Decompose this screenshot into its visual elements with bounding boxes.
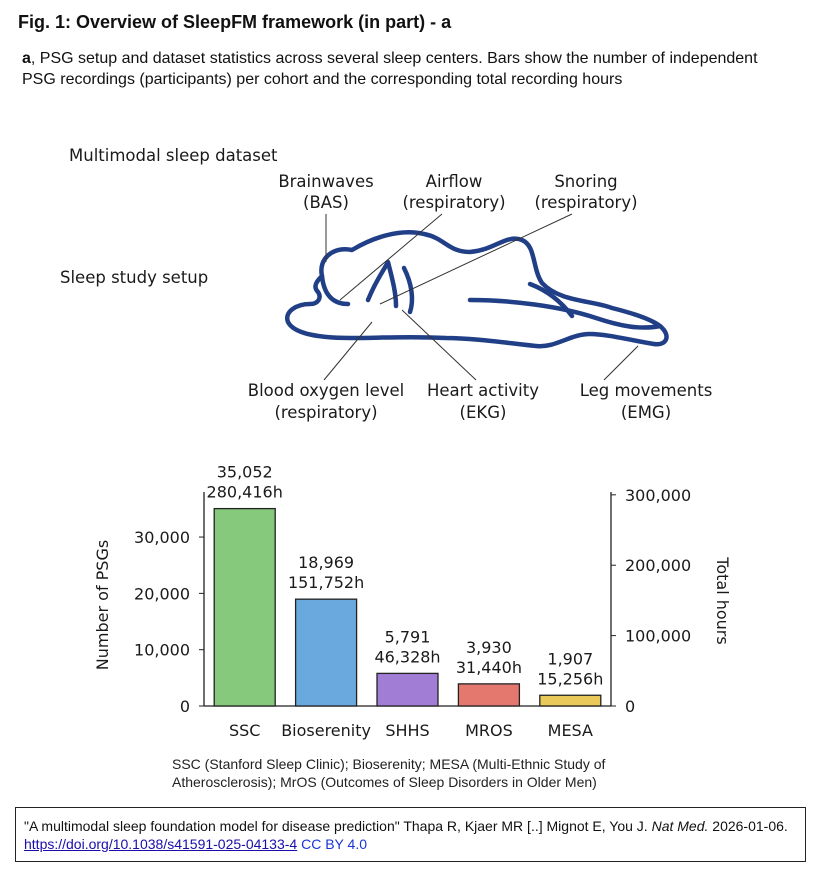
y2-axis-title: Total hours — [713, 557, 732, 645]
bar-hours-label: 31,440h — [455, 657, 522, 677]
airflow-pointer — [340, 214, 442, 300]
y2-tick-label: 200,000 — [625, 556, 692, 576]
bar-mesa — [540, 695, 601, 706]
brainwaves-sub: (BAS) — [303, 193, 349, 212]
caption-text: , PSG setup and dataset statistics across several sleep centers. Bars show the number of independent PSG recordings (participants) per cohort and the corresponding total recording hours — [22, 50, 758, 88]
caption-panel-label: a — [22, 50, 31, 67]
bar-value-label: 1,907 — [547, 649, 594, 669]
dataset-heading: Multimodal sleep dataset — [69, 146, 278, 165]
y-tick-label: 20,000 — [134, 584, 190, 604]
blood-oxygen-label: Blood oxygen level — [247, 381, 405, 400]
citation-doi-link[interactable]: https://doi.org/10.1038/s41591-025-04133-4 — [24, 836, 298, 852]
y2-tick-label: 100,000 — [625, 626, 692, 646]
y-tick-label: 0 — [179, 697, 190, 716]
x-tick-label: MROS — [465, 721, 513, 740]
blood-oxygen-sub: (respiratory) — [274, 403, 378, 422]
bar-shhs — [377, 673, 438, 706]
citation-text: "A multimodal sleep foundation model for disease prediction" Thapa R, Kjaer MR [..] Mignot E, You J. — [24, 818, 652, 834]
leg-movements-sub: (EMG) — [620, 403, 672, 422]
airflow-sub: (respiratory) — [402, 193, 506, 212]
x-tick-label: Bioserenity — [281, 721, 371, 740]
snoring-sub: (respiratory) — [534, 193, 638, 212]
heart-activity-label: Heart activity — [427, 381, 539, 400]
citation-box — [15, 807, 806, 862]
bar-mros — [458, 684, 519, 706]
blood-oxygen-pointer — [324, 322, 372, 380]
psg-bar-chart — [93, 463, 732, 740]
bar-hours-label: 46,328h — [374, 647, 441, 667]
y-tick-label: 30,000 — [134, 528, 190, 548]
bar-ssc — [214, 509, 275, 706]
leg-movements-label: Leg movements — [579, 381, 713, 400]
setup-label: Sleep study setup — [60, 268, 209, 287]
bar-bioserenity — [296, 599, 357, 706]
bar-value-label: 3,930 — [465, 637, 512, 657]
bar-value-label: 5,791 — [384, 627, 431, 647]
x-tick-label: MESA — [547, 721, 593, 740]
y2-tick-label: 0 — [625, 697, 636, 716]
brainwaves-label: Brainwaves — [278, 172, 374, 191]
heart-activity-sub: (EKG) — [459, 403, 507, 422]
bar-hours-label: 151,752h — [287, 573, 365, 593]
person-outline — [287, 232, 666, 346]
person-head — [322, 276, 348, 304]
y-axis-title: Number of PSGs — [93, 539, 112, 671]
bar-value-label: 18,969 — [298, 553, 355, 573]
leg-movements-pointer — [604, 346, 638, 380]
bar-hours-label: 15,256h — [537, 669, 604, 689]
person-arm — [368, 262, 396, 306]
snoring-label: Snoring — [554, 172, 618, 191]
x-tick-label: SHHS — [385, 721, 430, 740]
heart-activity-pointer — [402, 310, 476, 380]
citation-license[interactable]: CC BY 4.0 — [301, 836, 367, 852]
citation-date: 2026-01-06. — [712, 818, 788, 834]
y-tick-label: 10,000 — [134, 640, 190, 660]
y2-tick-label: 300,000 — [625, 485, 692, 505]
citation-journal: Nat Med. — [651, 818, 709, 834]
bar-hours-label: 280,416h — [206, 482, 283, 502]
airflow-label: Airflow — [425, 172, 483, 191]
x-tick-label: SSC — [228, 721, 261, 740]
sleeping-person-illustration — [287, 232, 666, 346]
figure-title: Fig. 1: Overview of SleepFM framework (in part) - a — [18, 12, 452, 32]
bar-value-label: 35,052 — [216, 462, 273, 482]
abbreviations-note: SSC (Stanford Sleep Clinic); Bioserenity; MESA (Multi-Ethnic Study of Atherosclerosis); MrOS (Outcomes of Sleep Disorders in Older Men) — [172, 756, 606, 790]
